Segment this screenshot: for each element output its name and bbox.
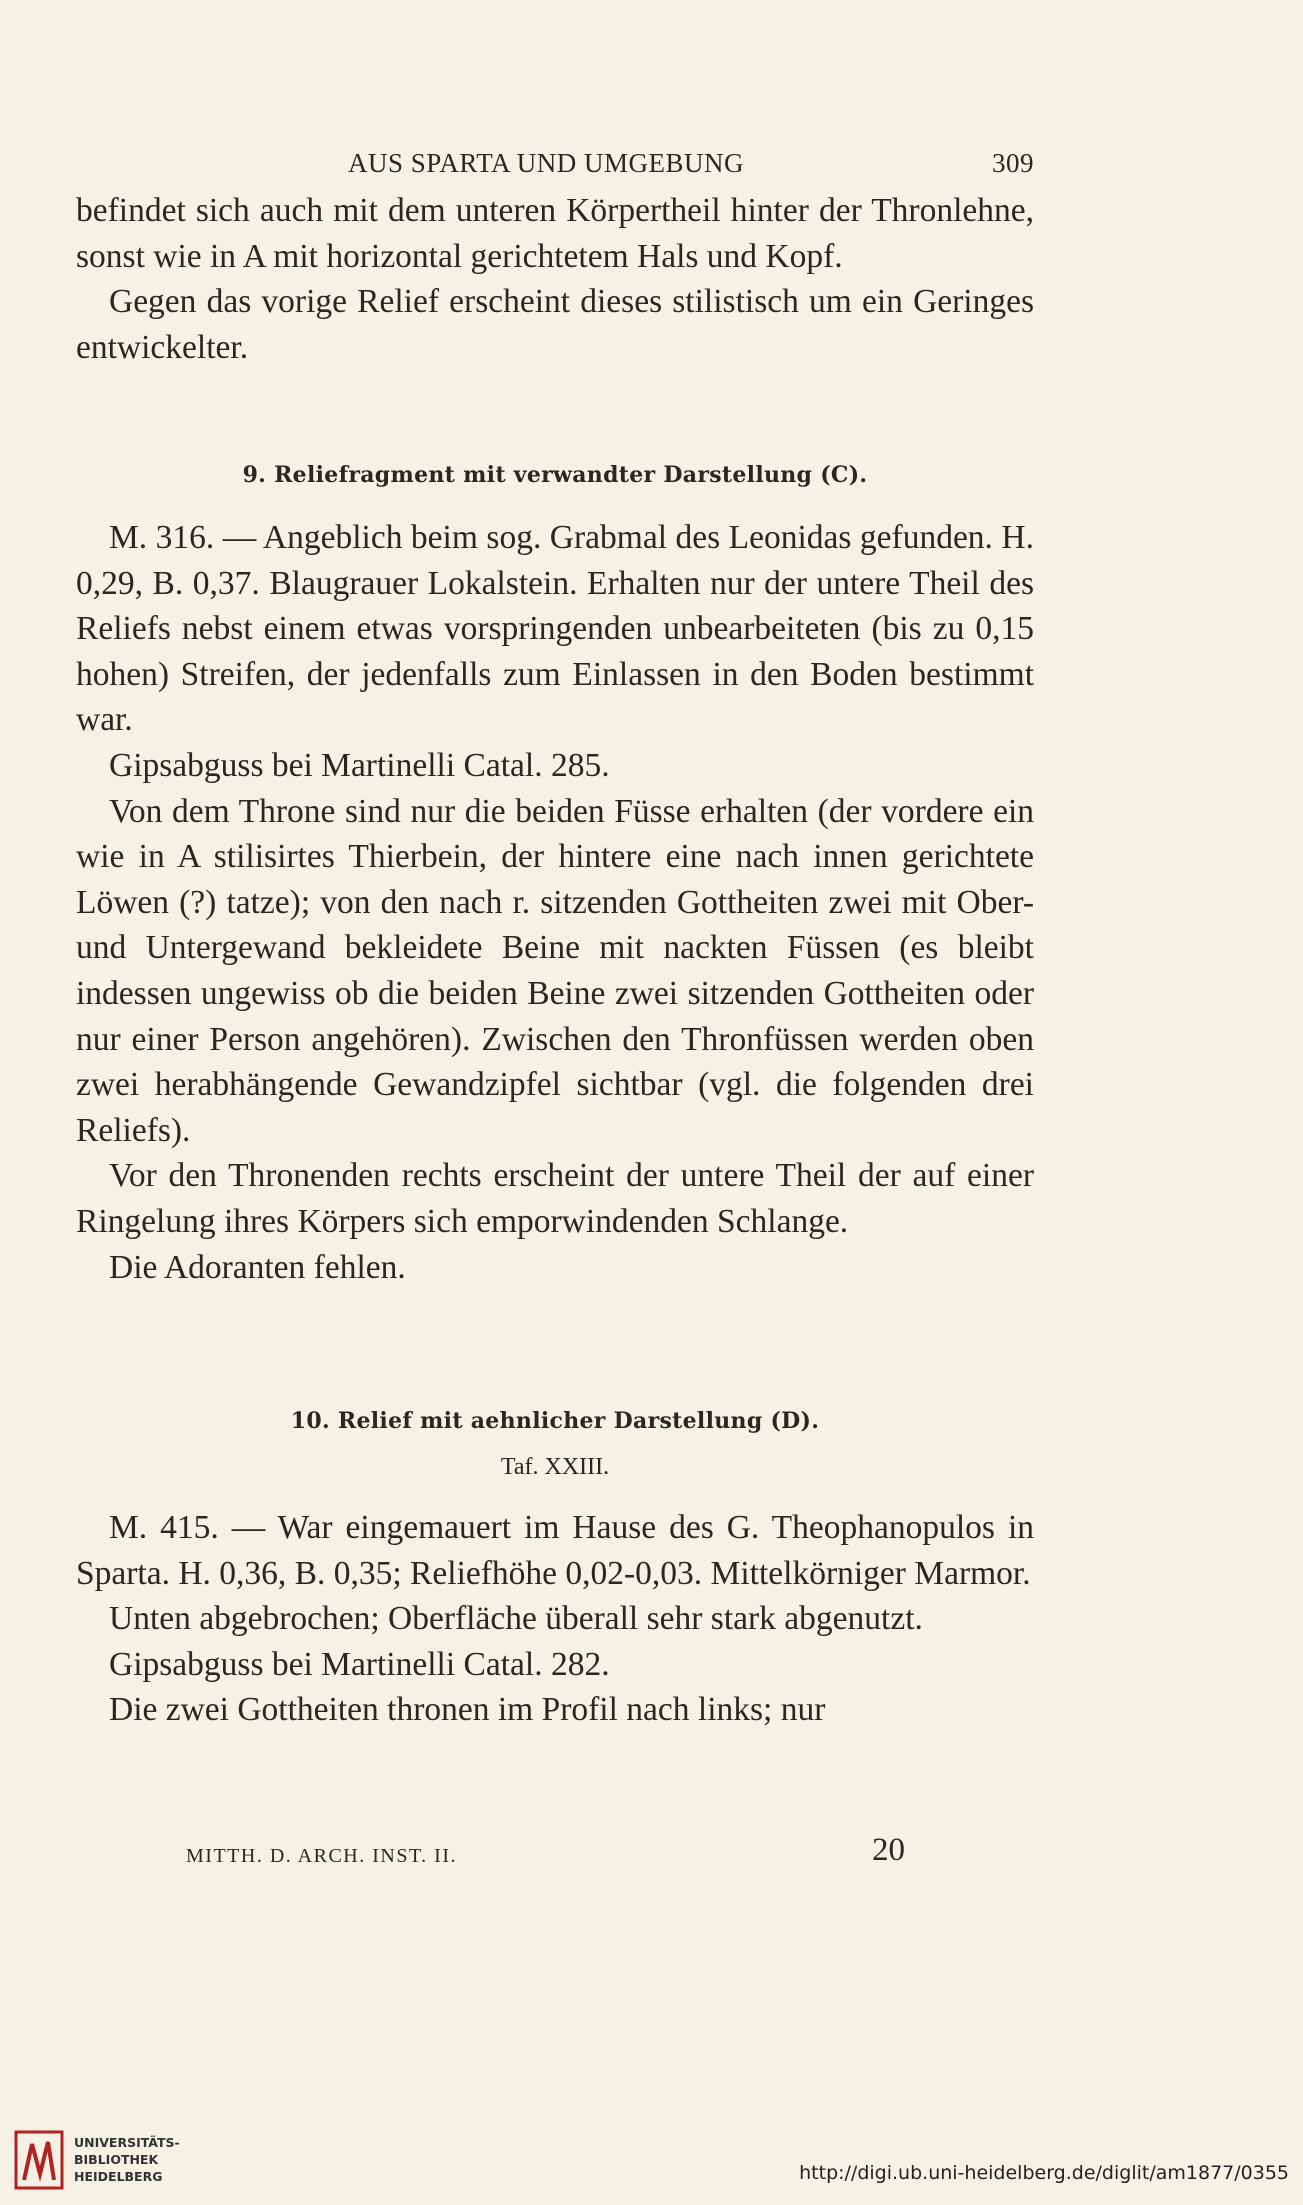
paragraph: befindet sich auch mit dem unteren Körpertheil hinter der Thronlehne, sonst wie in A mit horizontal gerichtetem Hals und Kopf.: [76, 192, 1034, 275]
section-9-body: [76, 515, 1034, 1290]
section-10-body: [76, 1505, 1034, 1733]
paragraph: Von dem Throne sind nur die beiden Füsse erhalten (der vordere ein wie in A stilisirtes Thierbein, der hintere eine nach innen gerichtete Löwen (?) tatze); von den nach r. sitzenden Gottheiten zwei mit Ober- und Untergewand bekleidete Beine mit nackten Füssen (es bleibt indessen ungewiss ob die beiden Beine zwei sitzenden Gottheiten oder nur einer Person angehören). Zwischen den Thronfüssen werden oben zwei herabhängende Gewandzipfel sichtbar (vgl. die folgenden drei Reliefs).: [76, 792, 1034, 1149]
plate-reference: Taf. XXIII.: [500, 1454, 610, 1480]
paragraph: Gegen das vorige Relief erscheint dieses stilistisch um ein Geringes entwickelter.: [76, 283, 1034, 366]
paragraph: Die Adoranten fehlen.: [109, 1248, 406, 1286]
running-title: AUS SPARTA UND UMGEBUNG: [348, 148, 745, 178]
paragraph: Gipsabguss bei Martinelli Catal. 285.: [109, 746, 610, 784]
paragraph: Unten abgebrochen; Oberfläche überall sehr stark abgenutzt.: [109, 1600, 923, 1638]
sheet-number: 20: [872, 1832, 905, 1868]
paragraph: M. 316. — Angeblich beim sog. Grabmal des Leonidas gefunden. H. 0,29, B. 0,37. Blaugrauer Lokalstein. Erhalten nur der untere Theil des Reliefs nebst einem etwas vorspringenden unbearbeiteten (bis zu 0,15 hohen) Streifen, der jedenfalls zum Einlassen in den Boden bestimmt war.: [76, 519, 1034, 739]
paragraph: M. 415. — War eingemauert im Hause des G. Theophanopulos in Sparta. H. 0,36, B. 0,35; Reliefhöhe 0,02-0,03. Mittelkörniger Marmor.: [76, 1509, 1034, 1592]
body-top: [76, 188, 1034, 370]
paragraph: Die zwei Gottheiten thronen im Profil nach links; nur: [109, 1691, 826, 1729]
running-header: [76, 148, 1034, 188]
library-emblem-icon: [14, 2130, 64, 2190]
section-heading: 10. Relief mit aehnlicher Darstellung (D).: [290, 1408, 820, 1434]
section-10: [76, 1408, 1034, 1481]
signature-mark: MITTH. D. ARCH. INST. II.: [186, 1845, 458, 1867]
library-name-line3: HEIDELBERG: [74, 2169, 163, 2184]
paragraph: Gipsabguss bei Martinelli Catal. 282.: [109, 1645, 610, 1683]
paragraph: Vor den Thronenden rechts erscheint der untere Theil der auf einer Ringelung ihres Körpers sich emporwindenden Schlange.: [76, 1157, 1034, 1240]
library-logo: [14, 2130, 180, 2190]
library-name-line2: BIBLIOTHEK: [74, 2152, 159, 2167]
section-9: [76, 462, 1034, 488]
library-name-line1: UNIVERSITÄTS-: [74, 2135, 180, 2150]
page-number: 309: [992, 148, 1034, 178]
section-heading: 9. Reliefragment mit verwandter Darstellung (C).: [242, 462, 868, 488]
source-url: http://digi.ub.uni-heidelberg.de/diglit/am1877/0355: [799, 2162, 1289, 2184]
